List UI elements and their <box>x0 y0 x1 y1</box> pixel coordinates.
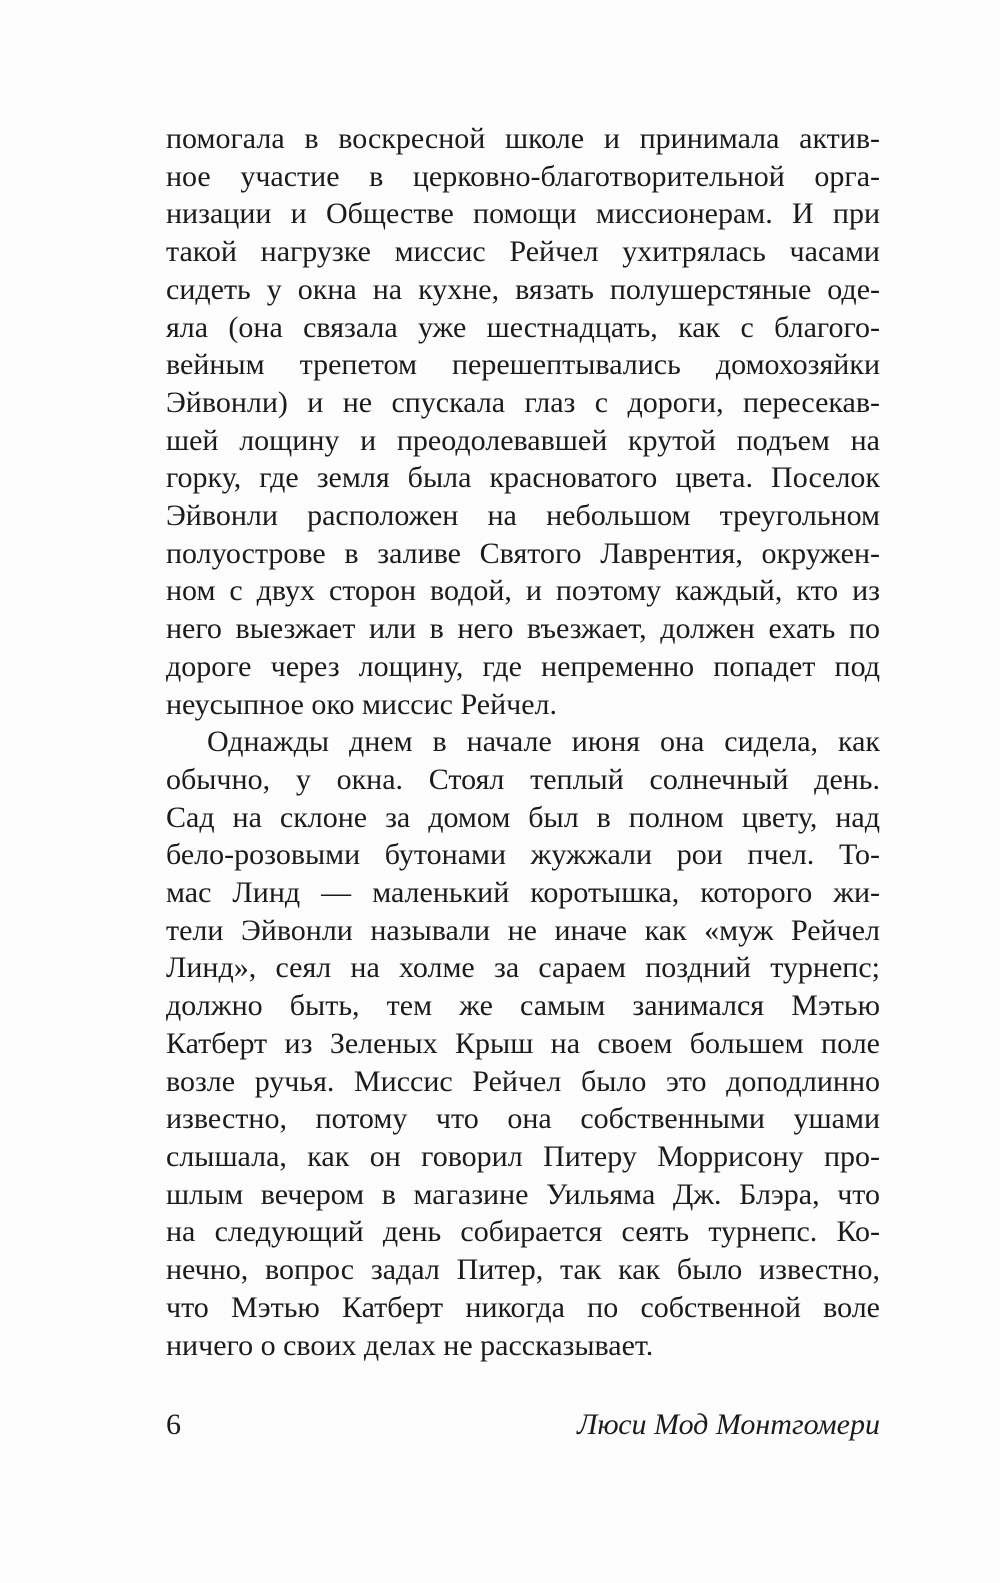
text-line: должно быть, тем же самым занимался Мэтью <box>166 989 880 1023</box>
text-line: дороге через лощину, где непременно попадет под <box>166 649 880 683</box>
page-footer <box>166 1406 880 1444</box>
text-line: Катберт из Зеленых Крыш на своем большем поле <box>166 1026 880 1060</box>
text-line: Сад на склоне за домом был в полном цвету, над <box>166 800 880 834</box>
text-line: яла (она связала уже шестнадцать, как с благого- <box>166 310 880 344</box>
page-number: 6 <box>166 1408 181 1441</box>
text-line: возле ручья. Миссис Рейчел было это доподлинно <box>166 1064 880 1098</box>
text-line: Эйвонли расположен на небольшом треугольном <box>166 499 880 533</box>
text-line: бело-розовыми бутонами жужжали рои пчел. То- <box>166 838 880 872</box>
text-line: на следующий день собирается сеять турнепс. Ко- <box>166 1215 880 1249</box>
paragraph <box>166 120 880 723</box>
text-line: ничего о своих делах не рассказывает. <box>166 1328 654 1362</box>
text-line: мас Линд — маленький коротышка, которого жи- <box>166 876 880 910</box>
text-line: него выезжает или в него въезжает, должен ехать по <box>166 612 880 646</box>
running-title: Люси Мод Монтгомери <box>577 1408 880 1441</box>
text-line: помогала в воскресной школе и принимала актив- <box>166 122 880 155</box>
text-line: ном с двух сторон водой, и поэтому каждый, кто из <box>166 574 880 608</box>
text-line: Линд», сеял на холме за сараем поздний турнепс; <box>166 951 880 985</box>
text-line: неусыпное око миссис Рейчел. <box>166 687 558 721</box>
text-line: горку, где земля была красноватого цвета. Поселок <box>166 461 880 495</box>
text-line: сидеть у окна на кухне, вязать полушерстяные оде- <box>166 272 880 306</box>
text-line: обычно, у окна. Стоял теплый солнечный день. <box>166 762 880 796</box>
text-line: низации и Обществе помощи миссионерам. И при <box>166 197 880 231</box>
text-line: ное участие в церковно-благотворительной орга- <box>166 159 880 193</box>
text-line: шей лощину и преодолевавшей крутой подъем на <box>166 423 880 457</box>
text-line: слышала, как он говорил Питеру Моррисону про- <box>166 1139 880 1173</box>
text-line: нечно, вопрос задал Питер, так как было известно, <box>166 1253 880 1287</box>
paragraph <box>166 723 880 1364</box>
body-text <box>166 120 880 1364</box>
text-line: полуострове в заливе Святого Лаврентия, окружен- <box>166 536 880 570</box>
text-line: шлым вечером в магазине Уильяма Дж. Блэра, что <box>166 1177 880 1211</box>
text-line: Однажды днем в начале июня она сидела, как <box>207 725 880 759</box>
text-line: такой нагрузке миссис Рейчел ухитрялась часами <box>166 235 880 269</box>
text-line: что Мэтью Катберт никогда по собственной воле <box>166 1290 880 1324</box>
text-line: тели Эйвонли называли не иначе как «муж Рейчел <box>166 913 880 947</box>
text-line: Эйвонли) и не спускала глаз с дороги, пересекав- <box>166 385 880 419</box>
text-line: известно, потому что она собственными ушами <box>166 1102 880 1136</box>
text-line: вейным трепетом перешептывались домохозяйки <box>166 348 880 382</box>
